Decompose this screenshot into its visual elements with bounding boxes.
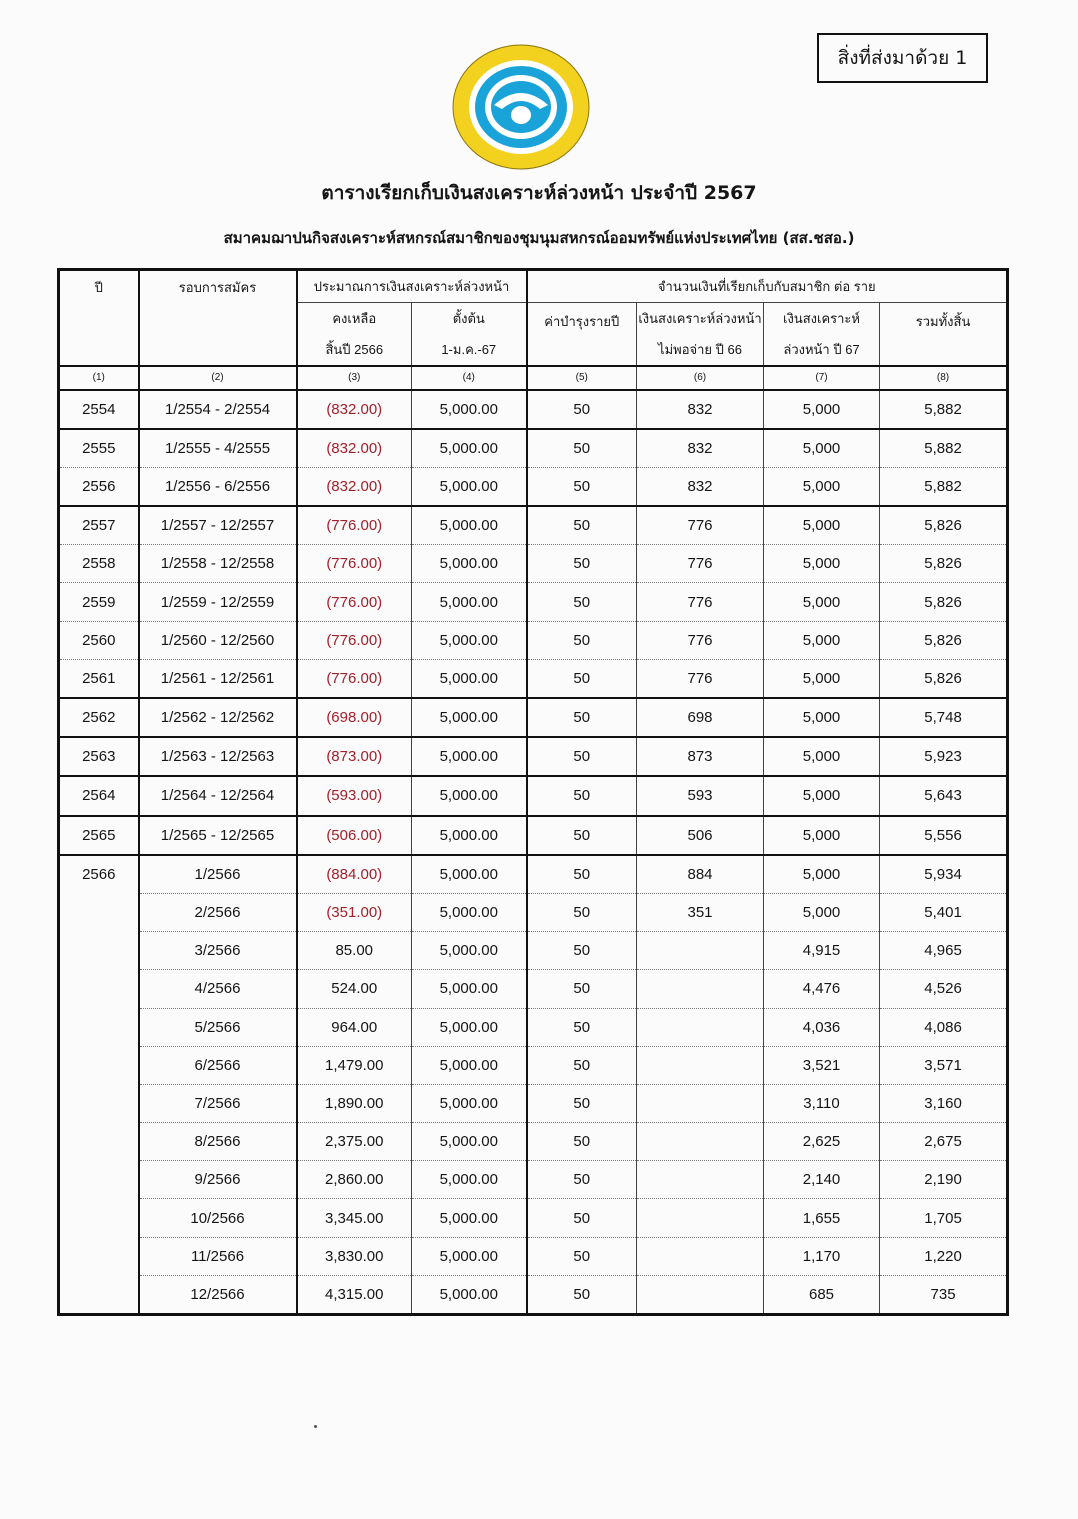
table-cell-round: 6/2566 bbox=[139, 1046, 297, 1084]
table-cell-year: 2566 bbox=[59, 855, 139, 1315]
table-cell-year: 2558 bbox=[59, 545, 139, 583]
header-estimate-group: ประมาณการเงินสงเคราะห์ล่วงหน้า bbox=[297, 270, 527, 303]
table-cell-initial: 5,000.00 bbox=[412, 621, 527, 659]
table-cell-round: 11/2566 bbox=[139, 1237, 297, 1275]
table-cell-shortfall: 832 bbox=[637, 429, 764, 468]
column-number: (1) bbox=[59, 366, 139, 390]
table-cell-initial: 5,000.00 bbox=[412, 583, 527, 621]
table-cell-shortfall bbox=[637, 1161, 764, 1199]
table-cell-advance: 4,476 bbox=[764, 970, 880, 1008]
scan-speck bbox=[314, 1425, 317, 1428]
table-cell-annual-fee: 50 bbox=[527, 698, 637, 737]
table-cell-year: 2559 bbox=[59, 583, 139, 621]
table-cell-advance: 5,000 bbox=[764, 816, 880, 855]
table-row bbox=[59, 1161, 1008, 1199]
table-cell-year: 2564 bbox=[59, 776, 139, 815]
table-cell-annual-fee: 50 bbox=[527, 970, 637, 1008]
table-cell-advance: 1,655 bbox=[764, 1199, 880, 1237]
table-row bbox=[59, 932, 1008, 970]
table-cell-year: 2555 bbox=[59, 429, 139, 468]
table-cell-annual-fee: 50 bbox=[527, 1275, 637, 1314]
table-cell-initial: 5,000.00 bbox=[412, 429, 527, 468]
table-cell-annual-fee: 50 bbox=[527, 855, 637, 894]
table-cell-advance: 2,140 bbox=[764, 1161, 880, 1199]
table-cell-shortfall: 351 bbox=[637, 893, 764, 931]
table-cell-shortfall: 506 bbox=[637, 816, 764, 855]
header-year: ปี bbox=[94, 280, 103, 295]
table-row bbox=[59, 1199, 1008, 1237]
table-cell-annual-fee: 50 bbox=[527, 776, 637, 815]
header-remaining-line1: คงเหลือ bbox=[297, 303, 412, 335]
table-cell-total: 4,965 bbox=[880, 932, 1008, 970]
table-cell-remaining: 1,890.00 bbox=[297, 1084, 412, 1122]
table-cell-round: 1/2559 - 12/2559 bbox=[139, 583, 297, 621]
table-row bbox=[59, 698, 1008, 737]
table-cell-advance: 5,000 bbox=[764, 893, 880, 931]
table-cell-shortfall: 776 bbox=[637, 506, 764, 545]
table-cell-annual-fee: 50 bbox=[527, 506, 637, 545]
table-cell-total: 5,882 bbox=[880, 390, 1008, 429]
table-cell-total: 5,934 bbox=[880, 855, 1008, 894]
table-cell-shortfall bbox=[637, 1199, 764, 1237]
table-cell-advance: 5,000 bbox=[764, 390, 880, 429]
table-cell-advance: 1,170 bbox=[764, 1237, 880, 1275]
table-row bbox=[59, 1237, 1008, 1275]
table-cell-advance: 5,000 bbox=[764, 621, 880, 659]
table-cell-round: 1/2562 - 12/2562 bbox=[139, 698, 297, 737]
table-cell-total: 5,826 bbox=[880, 506, 1008, 545]
header-annual-fee: ค่าบำรุงรายปี bbox=[527, 303, 637, 366]
table-cell-initial: 5,000.00 bbox=[412, 467, 527, 506]
document-subtitle: สมาคมฌาปนกิจสงเคราะห์สหกรณ์สมาชิกของชุมนุมสหกรณ์ออมทรัพย์แห่งประเทศไทย (สส.ชสอ.) bbox=[223, 229, 855, 247]
table-cell-remaining: (698.00) bbox=[297, 698, 412, 737]
table-cell-advance: 2,625 bbox=[764, 1123, 880, 1161]
table-cell-shortfall bbox=[637, 1084, 764, 1122]
table-cell-initial: 5,000.00 bbox=[412, 1161, 527, 1199]
association-logo bbox=[450, 43, 592, 171]
table-cell-initial: 5,000.00 bbox=[412, 1275, 527, 1314]
table-cell-total: 3,160 bbox=[880, 1084, 1008, 1122]
table-cell-round: 7/2566 bbox=[139, 1084, 297, 1122]
table-cell-advance: 5,000 bbox=[764, 467, 880, 506]
table-cell-initial: 5,000.00 bbox=[412, 390, 527, 429]
table-cell-shortfall: 593 bbox=[637, 776, 764, 815]
table-row bbox=[59, 737, 1008, 776]
table-cell-initial: 5,000.00 bbox=[412, 659, 527, 698]
header-advance-line1: เงินสงเคราะห์ bbox=[764, 303, 880, 335]
table-cell-initial: 5,000.00 bbox=[412, 698, 527, 737]
table-row bbox=[59, 1275, 1008, 1314]
table-cell-advance: 5,000 bbox=[764, 506, 880, 545]
table-cell-shortfall: 832 bbox=[637, 390, 764, 429]
table-cell-round: 4/2566 bbox=[139, 970, 297, 1008]
table-row bbox=[59, 970, 1008, 1008]
table-cell-annual-fee: 50 bbox=[527, 390, 637, 429]
table-cell-total: 5,826 bbox=[880, 545, 1008, 583]
table-cell-initial: 5,000.00 bbox=[412, 893, 527, 931]
table-cell-round: 1/2566 bbox=[139, 855, 297, 894]
table-cell-annual-fee: 50 bbox=[527, 1046, 637, 1084]
table-cell-total: 4,526 bbox=[880, 970, 1008, 1008]
header-initial-line1: ตั้งต้น bbox=[412, 303, 527, 335]
table-row bbox=[59, 659, 1008, 698]
column-number: (2) bbox=[139, 366, 297, 390]
table-cell-total: 735 bbox=[880, 1275, 1008, 1314]
table-row bbox=[59, 621, 1008, 659]
table-cell-initial: 5,000.00 bbox=[412, 776, 527, 815]
header-initial-line2: 1-ม.ค.-67 bbox=[412, 335, 527, 366]
table-cell-initial: 5,000.00 bbox=[412, 1123, 527, 1161]
table-cell-year: 2557 bbox=[59, 506, 139, 545]
table-cell-round: 1/2561 - 12/2561 bbox=[139, 659, 297, 698]
table-cell-annual-fee: 50 bbox=[527, 1123, 637, 1161]
column-number: (4) bbox=[412, 366, 527, 390]
table-cell-remaining: (776.00) bbox=[297, 506, 412, 545]
table-row bbox=[59, 467, 1008, 506]
table-cell-initial: 5,000.00 bbox=[412, 855, 527, 894]
table-cell-total: 5,401 bbox=[880, 893, 1008, 931]
table-cell-advance: 3,110 bbox=[764, 1084, 880, 1122]
table-row bbox=[59, 583, 1008, 621]
column-number: (7) bbox=[764, 366, 880, 390]
column-number: (8) bbox=[880, 366, 1008, 390]
table-cell-remaining: (884.00) bbox=[297, 855, 412, 894]
table-cell-annual-fee: 50 bbox=[527, 1237, 637, 1275]
table-cell-remaining: 3,345.00 bbox=[297, 1199, 412, 1237]
table-cell-shortfall: 776 bbox=[637, 621, 764, 659]
table-row bbox=[59, 429, 1008, 468]
header-round: รอบการสมัคร bbox=[139, 270, 297, 366]
document-title: ตารางเรียกเก็บเงินสงเคราะห์ล่วงหน้า ประจำปี 2567 bbox=[321, 182, 757, 204]
table-cell-shortfall bbox=[637, 970, 764, 1008]
table-row bbox=[59, 545, 1008, 583]
table-cell-advance: 685 bbox=[764, 1275, 880, 1314]
table-cell-annual-fee: 50 bbox=[527, 1199, 637, 1237]
table-cell-annual-fee: 50 bbox=[527, 621, 637, 659]
table-cell-shortfall: 776 bbox=[637, 659, 764, 698]
table-cell-round: 1/2557 - 12/2557 bbox=[139, 506, 297, 545]
column-number: (6) bbox=[637, 366, 764, 390]
table-cell-total: 5,882 bbox=[880, 429, 1008, 468]
table-row bbox=[59, 776, 1008, 815]
table-cell-round: 8/2566 bbox=[139, 1123, 297, 1161]
table-cell-round: 1/2555 - 4/2555 bbox=[139, 429, 297, 468]
table-cell-round: 12/2566 bbox=[139, 1275, 297, 1314]
table-cell-initial: 5,000.00 bbox=[412, 816, 527, 855]
table-cell-total: 2,190 bbox=[880, 1161, 1008, 1199]
table-cell-remaining: (832.00) bbox=[297, 467, 412, 506]
table-cell-remaining: 85.00 bbox=[297, 932, 412, 970]
table-cell-total: 5,882 bbox=[880, 467, 1008, 506]
table-cell-year: 2562 bbox=[59, 698, 139, 737]
table-cell-initial: 5,000.00 bbox=[412, 545, 527, 583]
table-cell-total: 5,643 bbox=[880, 776, 1008, 815]
table-cell-round: 1/2564 - 12/2564 bbox=[139, 776, 297, 815]
header-shortfall-line2: ไม่พอจ่าย ปี 66 bbox=[637, 335, 764, 366]
table-cell-advance: 5,000 bbox=[764, 429, 880, 468]
table-cell-round: 1/2563 - 12/2563 bbox=[139, 737, 297, 776]
table-row bbox=[59, 1046, 1008, 1084]
table-cell-initial: 5,000.00 bbox=[412, 1199, 527, 1237]
table-cell-round: 1/2560 - 12/2560 bbox=[139, 621, 297, 659]
contribution-table bbox=[57, 268, 1009, 1316]
column-number: (3) bbox=[297, 366, 412, 390]
table-cell-round: 10/2566 bbox=[139, 1199, 297, 1237]
column-number-row bbox=[59, 366, 1008, 390]
table-cell-initial: 5,000.00 bbox=[412, 970, 527, 1008]
table-cell-annual-fee: 50 bbox=[527, 893, 637, 931]
attachment-label: สิ่งที่ส่งมาด้วย 1 bbox=[817, 33, 988, 83]
table-cell-initial: 5,000.00 bbox=[412, 1237, 527, 1275]
table-row bbox=[59, 1123, 1008, 1161]
table-cell-annual-fee: 50 bbox=[527, 1008, 637, 1046]
table-cell-shortfall bbox=[637, 1008, 764, 1046]
table-row bbox=[59, 1008, 1008, 1046]
table-cell-total: 5,923 bbox=[880, 737, 1008, 776]
table-cell-remaining: (776.00) bbox=[297, 545, 412, 583]
table-cell-remaining: (832.00) bbox=[297, 390, 412, 429]
table-cell-advance: 5,000 bbox=[764, 545, 880, 583]
table-cell-total: 1,220 bbox=[880, 1237, 1008, 1275]
table-row bbox=[59, 390, 1008, 429]
table-cell-annual-fee: 50 bbox=[527, 932, 637, 970]
header-remaining-line2: สิ้นปี 2566 bbox=[297, 335, 412, 366]
table-cell-round: 2/2566 bbox=[139, 893, 297, 931]
table-cell-round: 1/2554 - 2/2554 bbox=[139, 390, 297, 429]
table-cell-initial: 5,000.00 bbox=[412, 737, 527, 776]
table-cell-total: 5,748 bbox=[880, 698, 1008, 737]
table-cell-annual-fee: 50 bbox=[527, 737, 637, 776]
table-cell-round: 1/2565 - 12/2565 bbox=[139, 816, 297, 855]
table-cell-initial: 5,000.00 bbox=[412, 1084, 527, 1122]
table-cell-remaining: (776.00) bbox=[297, 583, 412, 621]
table-cell-remaining: (593.00) bbox=[297, 776, 412, 815]
column-number: (5) bbox=[527, 366, 637, 390]
table-cell-advance: 5,000 bbox=[764, 737, 880, 776]
table-cell-round: 3/2566 bbox=[139, 932, 297, 970]
table-cell-year: 2563 bbox=[59, 737, 139, 776]
table-cell-annual-fee: 50 bbox=[527, 429, 637, 468]
table-cell-remaining: 964.00 bbox=[297, 1008, 412, 1046]
header-total: รวมทั้งสิ้น bbox=[880, 303, 1008, 366]
table-cell-remaining: (506.00) bbox=[297, 816, 412, 855]
table-row bbox=[59, 506, 1008, 545]
table-cell-annual-fee: 50 bbox=[527, 467, 637, 506]
header-shortfall-line1: เงินสงเคราะห์ล่วงหน้า bbox=[637, 303, 764, 335]
table-cell-initial: 5,000.00 bbox=[412, 1046, 527, 1084]
table-cell-annual-fee: 50 bbox=[527, 1161, 637, 1199]
table-cell-annual-fee: 50 bbox=[527, 659, 637, 698]
table-cell-remaining: (873.00) bbox=[297, 737, 412, 776]
table-cell-shortfall bbox=[637, 1237, 764, 1275]
table-cell-shortfall: 698 bbox=[637, 698, 764, 737]
table-cell-remaining: (832.00) bbox=[297, 429, 412, 468]
table-cell-remaining: 524.00 bbox=[297, 970, 412, 1008]
table-cell-advance: 5,000 bbox=[764, 583, 880, 621]
table-cell-year: 2556 bbox=[59, 467, 139, 506]
table-cell-total: 2,675 bbox=[880, 1123, 1008, 1161]
table-cell-advance: 5,000 bbox=[764, 659, 880, 698]
table-cell-year: 2565 bbox=[59, 816, 139, 855]
table-cell-year: 2554 bbox=[59, 390, 139, 429]
table-cell-annual-fee: 50 bbox=[527, 1084, 637, 1122]
table-cell-round: 5/2566 bbox=[139, 1008, 297, 1046]
table-cell-round: 1/2558 - 12/2558 bbox=[139, 545, 297, 583]
table-cell-year: 2560 bbox=[59, 621, 139, 659]
table-cell-annual-fee: 50 bbox=[527, 816, 637, 855]
table-cell-shortfall: 832 bbox=[637, 467, 764, 506]
table-cell-initial: 5,000.00 bbox=[412, 1008, 527, 1046]
table-row bbox=[59, 893, 1008, 931]
table-cell-advance: 5,000 bbox=[764, 698, 880, 737]
table-cell-shortfall: 776 bbox=[637, 583, 764, 621]
table-cell-shortfall bbox=[637, 1275, 764, 1314]
table-row bbox=[59, 1084, 1008, 1122]
table-cell-annual-fee: 50 bbox=[527, 545, 637, 583]
table-cell-shortfall bbox=[637, 1123, 764, 1161]
table-cell-total: 5,826 bbox=[880, 659, 1008, 698]
header-advance-line2: ล่วงหน้า ปี 67 bbox=[764, 335, 880, 366]
table-cell-total: 4,086 bbox=[880, 1008, 1008, 1046]
table-cell-year: 2561 bbox=[59, 659, 139, 698]
header-collect-group: จำนวนเงินที่เรียกเก็บกับสมาชิก ต่อ ราย bbox=[527, 270, 1008, 303]
table-cell-remaining: (351.00) bbox=[297, 893, 412, 931]
table-row bbox=[59, 855, 1008, 894]
table-cell-initial: 5,000.00 bbox=[412, 932, 527, 970]
table-cell-shortfall bbox=[637, 932, 764, 970]
table-cell-remaining: (776.00) bbox=[297, 621, 412, 659]
table-cell-remaining: (776.00) bbox=[297, 659, 412, 698]
table-cell-total: 3,571 bbox=[880, 1046, 1008, 1084]
table-cell-round: 9/2566 bbox=[139, 1161, 297, 1199]
table-cell-remaining: 1,479.00 bbox=[297, 1046, 412, 1084]
table-cell-total: 5,826 bbox=[880, 621, 1008, 659]
table-cell-shortfall bbox=[637, 1046, 764, 1084]
table-cell-remaining: 4,315.00 bbox=[297, 1275, 412, 1314]
table-cell-total: 5,556 bbox=[880, 816, 1008, 855]
table-cell-remaining: 2,375.00 bbox=[297, 1123, 412, 1161]
table-cell-shortfall: 884 bbox=[637, 855, 764, 894]
table-cell-advance: 5,000 bbox=[764, 776, 880, 815]
table-cell-total: 1,705 bbox=[880, 1199, 1008, 1237]
table-cell-advance: 4,915 bbox=[764, 932, 880, 970]
table-cell-round: 1/2556 - 6/2556 bbox=[139, 467, 297, 506]
table-cell-annual-fee: 50 bbox=[527, 583, 637, 621]
table-cell-advance: 3,521 bbox=[764, 1046, 880, 1084]
table-cell-shortfall: 873 bbox=[637, 737, 764, 776]
table-cell-remaining: 3,830.00 bbox=[297, 1237, 412, 1275]
table-cell-remaining: 2,860.00 bbox=[297, 1161, 412, 1199]
table-row bbox=[59, 816, 1008, 855]
table-cell-shortfall: 776 bbox=[637, 545, 764, 583]
table-cell-advance: 5,000 bbox=[764, 855, 880, 894]
table-cell-total: 5,826 bbox=[880, 583, 1008, 621]
table-cell-advance: 4,036 bbox=[764, 1008, 880, 1046]
table-cell-initial: 5,000.00 bbox=[412, 506, 527, 545]
